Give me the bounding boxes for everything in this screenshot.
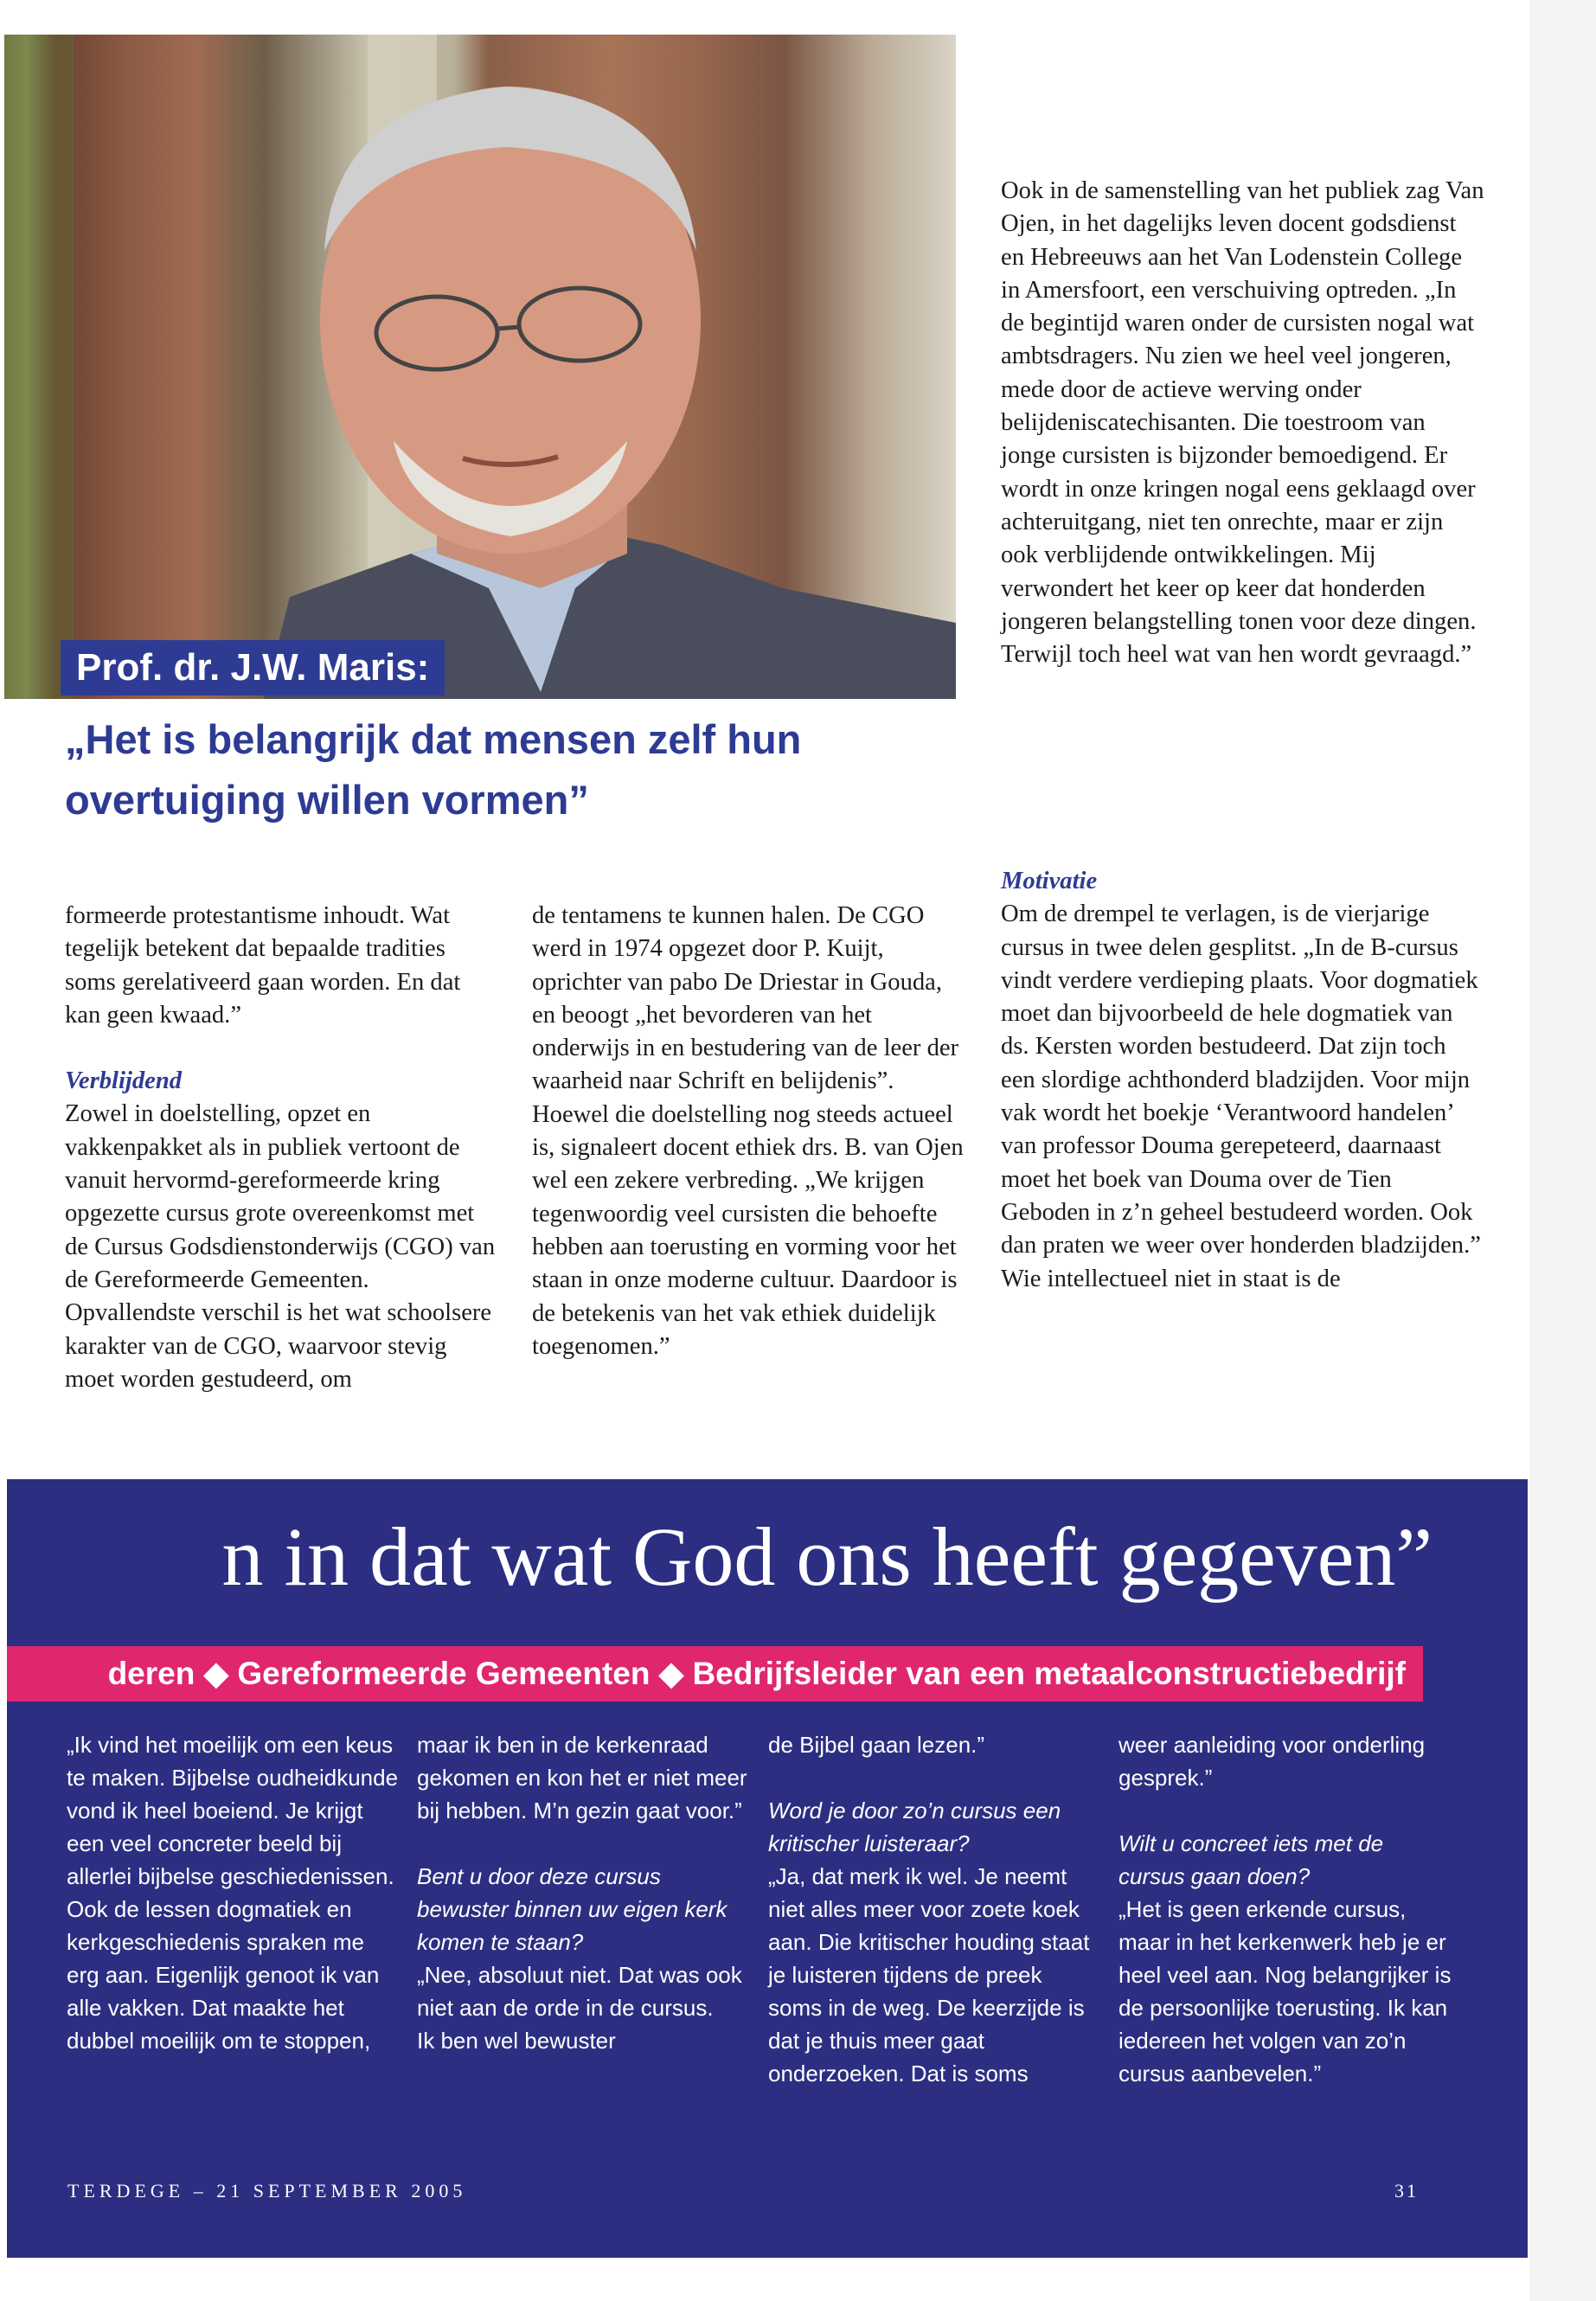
question: Bent u door deze cursus bewuster binnen uw eigen kerk komen te staan? <box>417 1863 727 1955</box>
paragraph: „Ja, dat merk ik wel. Je neemt niet alles meer voor zoete koek aan. Die kritischer houding staat je luisteren tijdens de preek soms in de weg. De keerzijde is dat je thuis meer gaat onderzoeken. Dat is soms <box>768 1863 1090 2086</box>
paragraph: Ik ben wel bewuster <box>417 2028 616 2054</box>
band-column-1 <box>67 1728 400 2057</box>
page-number: 31 <box>1394 2180 1419 2202</box>
article-column-1 <box>65 900 497 1396</box>
pink-strip <box>7 1646 1423 1702</box>
band-quote-text: n in dat wat God ons heeft gegeven” <box>221 1510 1433 1603</box>
paragraph: weer aanleiding voor onderling gesprek.” <box>1118 1732 1426 1791</box>
paragraph: „Het is geen erkende cursus, maar in het kerkenwerk heb je er heel veel aan. Nog belangrijker is de persoonlijke toerusting. Ik kan iedereen het volgen van zo’n cursus aanbevelen.” <box>1118 1896 1452 2086</box>
band-column-2 <box>417 1728 750 2057</box>
article-column-2 <box>532 900 965 1363</box>
band-column-4 <box>1118 1728 1452 2090</box>
band-quote <box>7 1497 1528 1618</box>
pink-strip-text: deren ◆ Gereformeerde Gemeenten ◆ Bedrijfsleider van een metaalconstructiebedrijf <box>107 1656 1406 1691</box>
page-edge <box>1529 0 1596 2301</box>
paragraph: Ook in de samenstelling van het publiek zag Van Ojen, in het dagelijks leven docent godsdienst en Hebreeuws aan het Van Lodenstein College in Amersfoort, een verschuiving optreden. „In de begintijd waren onder de cursisten nogal wat ambtsdragers. Nu zien we heel veel jongeren, mede door de actieve werving onder belijdeniscatechisanten. Die toestroom van jonge cursisten is bijzonder bemoedigend. Er wordt in onze kringen nogal eens geklaagd over achteruitgang, niet ten onrechte, maar er zijn ook verblijdende ontwikkelingen. Mij verwondert het keer op keer dat honderden jongeren belangstelling tonen voor deze dingen. Terwijl toch heel wat van hen wordt gevraagd.” <box>1001 177 1484 669</box>
paragraph: „Nee, absoluut niet. Dat was ook niet aan de orde in de cursus. <box>417 1962 742 2021</box>
article-column-3 <box>1001 865 1485 1296</box>
subheading-verblijdend: Verblijdend <box>65 1067 183 1095</box>
headline: „Het is belangrijk dat mensen zelf hun overtuiging willen vormen” <box>65 716 802 823</box>
question: Wilt u concreet iets met de cursus gaan doen? <box>1118 1830 1384 1889</box>
question: Word je door zo’n cursus een kritischer luisteraar? <box>768 1798 1061 1856</box>
footer-publication: TERDEGE – 21 SEPTEMBER 2005 <box>67 2180 467 2202</box>
band-column-3 <box>768 1728 1101 2090</box>
paragraph: Om de drempel te verlagen, is de vierjarige cursus in twee delen gesplitst. „In de B-cursus vindt verdere verdieping plaats. Voor dogmatiek moet dan bijvoorbeeld de hele dogmatiek van ds. Kersten worden bestudeerd. Dat zijn toch een slordige achthonderd bladzijden. Voor mijn vak wordt het boekje ‘Verantwoord handelen’ van professor Douma gerepeteerd, daarnaast moet het boek van Douma over de Tien Geboden in z’n geheel bestudeerd worden. Ook dan praten we weer over honderden bladzijden.” <box>1001 901 1481 1259</box>
paragraph: „Ik vind het moeilijk om een keus te maken. Bijbelse oudheidkunde vond ik heel boeiend. Je krijgt een veel concreter beeld bij allerlei bijbelse geschiedenissen. Ook de lessen dogmatiek en kerkgeschiedenis spraken me erg aan. Eigenlijk genoot ik van alle vakken. Dat maakte het dubbel moeilijk om te stoppen, <box>67 1732 399 2054</box>
paragraph: maar ik ben in de kerkenraad gekomen en kon het er niet meer bij hebben. M’n gezin gaat voor.” <box>417 1732 747 1823</box>
portrait-photo <box>4 35 956 699</box>
article-column-right-top <box>1001 175 1485 671</box>
paragraph: Zowel in doelstelling, opzet en vakkenpakket als in publiek vertoont de vanuit hervormd-gereformeerde kring opgezette cursus grote overeenkomst met de Cursus Godsdienstonderwijs (CGO) van de Gereformeerde Gemeenten. Opvallendste verschil is het wat schoolsere karakter van de CGO, waarvoor stevig moet worden gestudeerd, om <box>65 1100 496 1393</box>
paragraph: de tentamens te kunnen halen. De CGO werd in 1974 opgezet door P. Kuijt, oprichter van pabo De Driestar in Gouda, en beoogt „het bevorderen van het onderwijs in en bestudering van de leer der waarheid naar Schrift en belijdenis”. Hoewel die doelstelling nog steeds actueel is, signaleert docent ethiek drs. B. van Ojen wel een zekere verbreding. „We krijgen tegenwoordig veel cursisten die behoefte hebben aan toerusting en vorming voor het staan in onze moderne cultuur. Daardoor is de betekenis van het vak ethiek duidelijk toegenomen.” <box>532 902 964 1360</box>
paragraph: Wie intellectueel niet in staat is de <box>1001 1265 1341 1292</box>
paragraph: de Bijbel gaan lezen.” <box>768 1732 985 1758</box>
subheading-motivatie: Motivatie <box>1001 868 1098 894</box>
paragraph: formeerde protestantisme inhoudt. Wat tegelijk betekent dat bepaalde tradities soms gerelativeerd gaan worden. En dat kan geen kwaad.” <box>65 902 461 1029</box>
interviewee-name: Prof. dr. J.W. Maris: <box>61 640 445 695</box>
